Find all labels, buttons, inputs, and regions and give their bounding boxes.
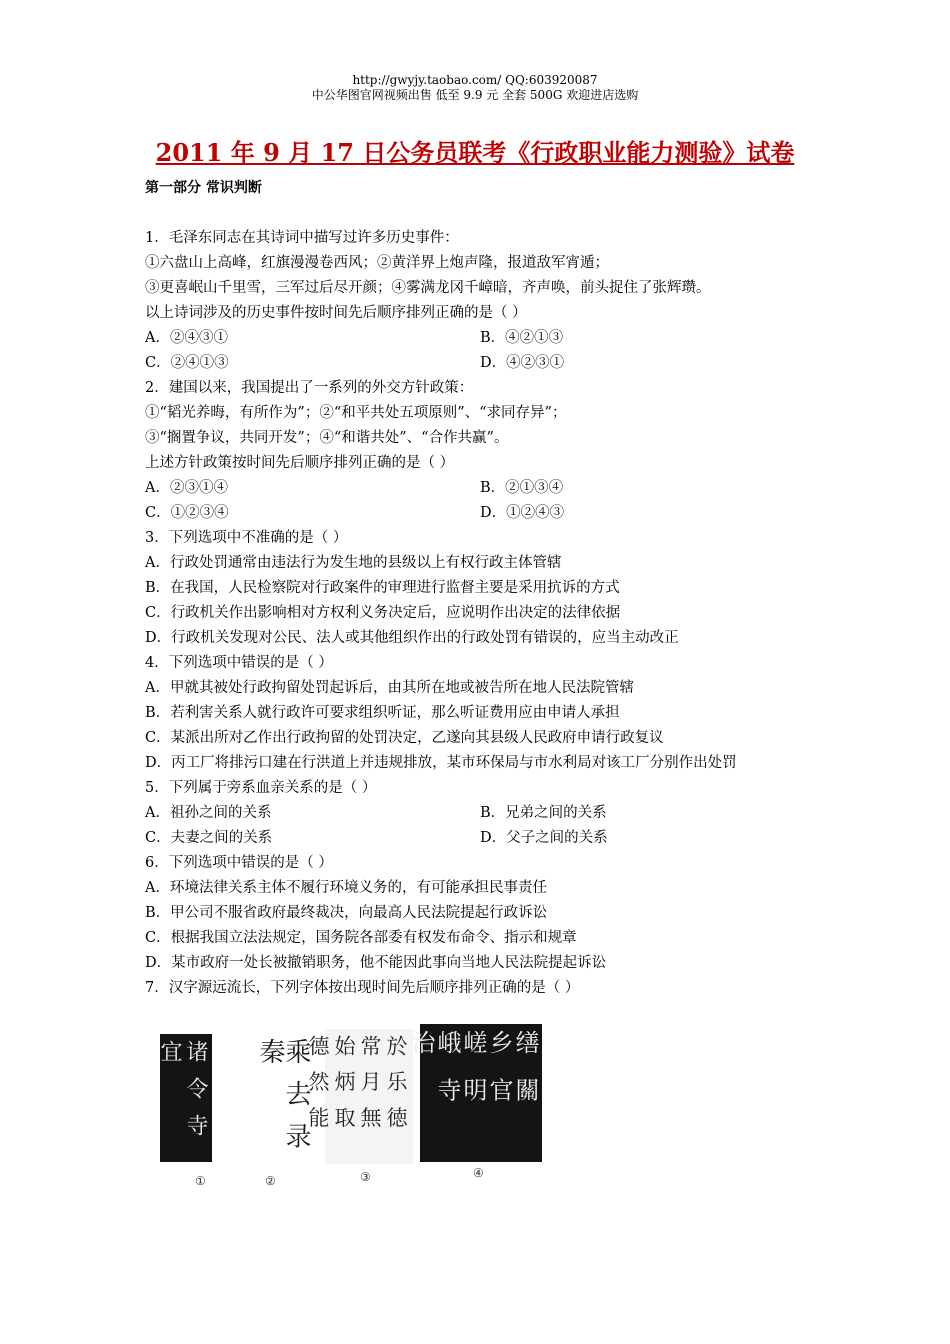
script-sample-3: 於 乐 徳 常 月 無 始 炳 取 德 然 能	[325, 1029, 413, 1164]
header-url-line: http://gwyjy.taobao.com/ QQ:603920087	[352, 73, 598, 87]
q5-options-ab	[145, 801, 815, 826]
q5-option-d: D．父子之间的关系	[480, 830, 608, 846]
section-heading: 第一部分 常识判断	[145, 180, 262, 196]
script-sample-4-label: ④	[473, 1166, 484, 1180]
q5-option-b: B．兄弟之间的关系	[480, 805, 607, 821]
q5-option-c: C．夫妻之间的关系	[145, 830, 273, 846]
q1-option-d: D．④②③①	[480, 355, 565, 371]
q5-option-a: A．祖孙之间的关系	[145, 805, 272, 821]
header-ad-line: 中公华图官网视频出售 低至 9.9 元 全套 500G 欢迎进店选购	[311, 88, 639, 102]
q1-line4: 以上诗词涉及的历史事件按时间先后顺序排列正确的是（ ）	[145, 305, 527, 321]
question-list	[145, 226, 815, 1001]
q1-line3: ③更喜岷山千里雪，三军过后尽开颜；④雾满龙冈千嶂暗，齐声唤，前头捉住了张辉瓒。	[145, 280, 711, 296]
q6-option-d: D．某市政府一处长被撤销职务，他不能因此事向当地人民法院提起诉讼	[145, 955, 607, 971]
q2-line4: 上述方针政策按时间先后顺序排列正确的是（ ）	[145, 455, 455, 471]
q4-stem: 4．下列选项中错误的是（ ）	[145, 655, 333, 671]
q6-option-c: C．根据我国立法法规定，国务院各部委有权发布命令、指示和规章	[145, 930, 577, 946]
q5-options-cd	[145, 826, 815, 851]
q1-options-ab	[145, 326, 815, 351]
q2-option-c: C．①②③④	[145, 505, 229, 521]
page-title: 2011 年 9 月 17 日公务员联考《行政职业能力测验》试卷	[155, 138, 795, 167]
script-sample-1: 诸 令 寺 宜	[160, 1034, 212, 1162]
q7-stem: 7．汉字源远流长，下列字体按出现时间先后顺序排列正确的是（ ）	[145, 980, 580, 996]
q5-stem: 5．下列属于旁系血亲关系的是（ ）	[145, 780, 377, 796]
q4-option-c: C．某派出所对乙作出行政拘留的处罚决定，乙遂向其县级人民政府申请行政复议	[145, 730, 664, 746]
q2-line3: ③“搁置争议，共同开发”；④“和谐共处”、“合作共赢”。	[145, 430, 509, 446]
q4-option-a: A．甲就其被处行政拘留处罚起诉后，由其所在地或被告所在地人民法院管辖	[145, 680, 634, 696]
q3-stem: 3．下列选项中不准确的是（ ）	[145, 530, 348, 546]
q6-option-a: A．环境法律关系主体不履行环境义务的，有可能承担民事责任	[145, 880, 547, 896]
script-samples-figure	[155, 1024, 545, 1194]
q1-options-cd	[145, 351, 815, 376]
q3-option-b: B．在我国，人民检察院对行政案件的审理进行监督主要是采用抗诉的方式	[145, 580, 620, 596]
script-sample-4: 缮 關 乡 官 嵯 明 峨 寺 治	[420, 1024, 542, 1162]
q1-option-a: A．②④③①	[145, 330, 228, 346]
q4-option-b: B．若利害关系人就行政许可要求组织听证，那么听证费用应由申请人承担	[145, 705, 620, 721]
q2-option-d: D．①②④③	[480, 505, 565, 521]
q2-options-cd	[145, 501, 815, 526]
q2-option-b: B．②①③④	[480, 480, 564, 496]
q3-option-c: C．行政机关作出影响相对方权利义务决定后，应说明作出决定的法律依据	[145, 605, 621, 621]
q2-option-a: A．②③①④	[145, 480, 228, 496]
q1-line2: ①六盘山上高峰，红旗漫漫卷西风；②黄洋界上炮声隆，报道敌军宵遁；	[145, 255, 609, 271]
q2-stem: 2．建国以来，我国提出了一系列的外交方针政策：	[145, 380, 474, 396]
q2-line2: ①“韬光养晦，有所作为”；②“和平共处五项原则”、“求同存异”；	[145, 405, 567, 421]
q4-option-d: D．丙工厂将排污口建在行洪道上并违规排放，某市环保局与市水利局对该工厂分别作出处罚	[145, 755, 737, 771]
q3-option-a: A．行政处罚通常由违法行为发生地的县级以上有权行政主体管辖	[145, 555, 562, 571]
q2-options-ab	[145, 476, 815, 501]
q6-option-b: B．甲公司不服省政府最终裁决，向最高人民法院提起行政诉讼	[145, 905, 548, 921]
q1-option-c: C．②④①③	[145, 355, 229, 371]
script-sample-3-label: ③	[360, 1170, 371, 1184]
q6-stem: 6．下列选项中错误的是（ ）	[145, 855, 333, 871]
script-sample-2: 乘 去 录 秦	[225, 1032, 313, 1160]
script-sample-1-label: ①	[195, 1174, 206, 1188]
script-sample-2-label: ②	[265, 1174, 276, 1188]
q3-option-d: D．行政机关发现对公民、法人或其他组织作出的行政处罚有错误的，应当主动改正	[145, 630, 679, 646]
q1-option-b: B．④②①③	[480, 330, 564, 346]
q1-stem: 1．毛泽东同志在其诗词中描写过许多历史事件：	[145, 230, 459, 246]
